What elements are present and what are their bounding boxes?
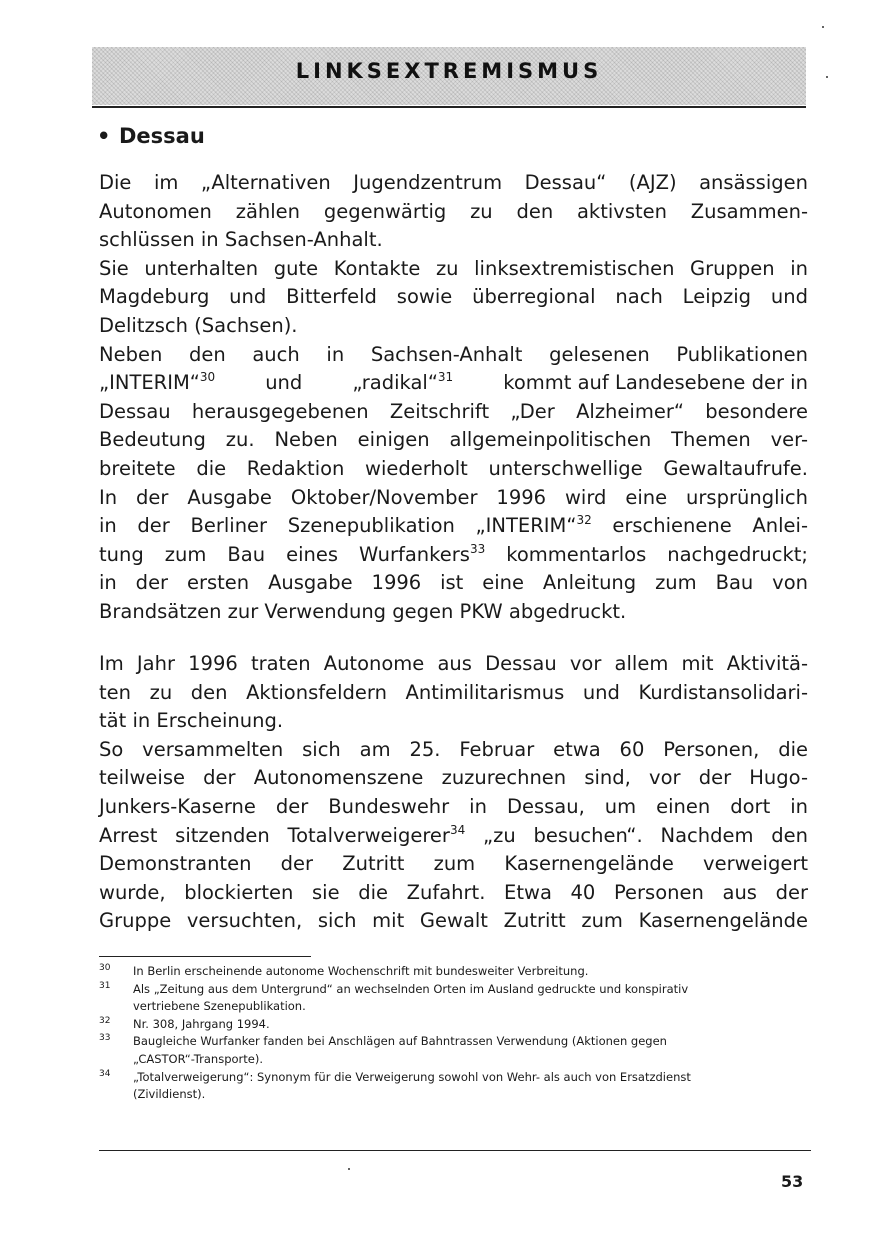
footnote-text: „CASTOR“-Transporte). [133, 1051, 263, 1066]
text-line-with-footnote [99, 512, 808, 541]
footnote-number: 30 [99, 963, 111, 973]
footnote-ref-31: 31 [437, 370, 454, 385]
footnote [99, 1069, 811, 1104]
text-fragment: in der Berliner Szenepublikation „INTERIM“ [99, 514, 577, 538]
footnote-text: Baugleiche Wurfanker fanden bei Anschlägen auf Bahntrassen Verwendung (Aktionen gegen [133, 1034, 667, 1049]
footer-divider [99, 1150, 811, 1151]
footnote-text: Als „Zeitung aus dem Untergrund“ an wechselnden Orten im Ausland gedruckte und konspirativ [133, 981, 689, 996]
footnotes [99, 963, 811, 1104]
footnote-text: Nr. 308, Jahrgang 1994. [133, 1016, 270, 1031]
footnote [99, 1033, 811, 1068]
footnote-ref-32: 32 [576, 513, 592, 528]
text-line: In der Ausgabe Oktober/November 1996 wird eine ursprünglich [99, 485, 808, 509]
text-line: Delitzsch (Sachsen). [99, 313, 298, 337]
text-fragment: und [265, 371, 303, 395]
text-line: Dessau herausgegebenen Zeitschrift „Der Alzheimer“ besondere [99, 399, 808, 423]
footnote-number: 32 [99, 1015, 111, 1026]
scan-artifact [348, 1168, 350, 1170]
text-fragment: kommentarlos nachgedruckt; [485, 542, 808, 566]
text-line: Bedeutung zu. Neben einigen allgemeinpolitischen Themen ver- [99, 428, 808, 452]
header-divider [92, 106, 806, 108]
text-line: schlüssen in Sachsen-Anhalt. [99, 228, 383, 252]
text-fragment: Arrest sitzenden Totalverweigerer [99, 823, 450, 847]
text-line: in der ersten Ausgabe 1996 ist eine Anleitung zum Bau von [99, 571, 808, 595]
footnote [99, 1016, 811, 1034]
publication-name: „INTERIM“ [99, 371, 200, 395]
footnote-ref-33: 33 [469, 541, 486, 556]
paragraph-1 [99, 169, 808, 627]
footnote-text: „Totalverweigerung“: Synonym für die Verweigerung sowohl von Wehr- als auch von Ersatzdienst [133, 1069, 691, 1084]
text-line: wurde, blockierten sie die Zufahrt. Etwa 40 Personen aus der [99, 880, 808, 904]
footnote-ref-34: 34 [449, 822, 466, 837]
text-line: Neben den auch in Sachsen-Anhalt gelesenen Publikationen [99, 342, 808, 366]
chapter-header-band [92, 47, 806, 105]
text-line: Die im „Alternativen Jugendzentrum Dessau“ (AJZ) ansässigen [99, 171, 808, 194]
text-line: Demonstranten der Zutritt zum Kasernengelände verweigert [99, 852, 808, 876]
text-line: So versammelten sich am 25. Februar etwa 60 Personen, die [99, 737, 808, 761]
footnote-text: (Zivildienst). [133, 1087, 206, 1102]
text-line: Sie unterhalten gute Kontakte zu linksextremistischen Gruppen in [99, 256, 808, 280]
footnote-text: In Berlin erscheinende autonome Wochenschrift mit bundesweiter Verbreitung. [133, 964, 589, 978]
footnote-text: vertriebene Szenepublikation. [133, 999, 306, 1014]
section-heading [97, 124, 205, 148]
footnote-number: 34 [99, 1068, 111, 1079]
text-fragment: erschienene Anlei- [591, 514, 808, 538]
text-line: Magdeburg und Bitterfeld sowie überregional nach Leipzig und [99, 285, 808, 309]
text-line-with-footnotes [99, 369, 808, 398]
footnote-ref-30: 30 [199, 370, 216, 385]
text-line: Im Jahr 1996 traten Autonome aus Dessau vor allem mit Aktivitä- [99, 652, 808, 675]
scan-artifact [826, 76, 828, 78]
text-line: teilweise der Autonomenszene zuzurechnen sind, vor der Hugo- [99, 766, 808, 790]
publication-name: „radikal“ [352, 371, 438, 395]
footnote-number: 31 [99, 980, 111, 991]
text-line: tät in Erscheinung. [99, 709, 284, 733]
text-line: ten zu den Aktionsfeldern Antimilitarismus und Kurdistansolidari- [99, 680, 808, 704]
footnote [99, 981, 811, 1016]
publication-radikal [352, 369, 453, 398]
page-number: 53 [781, 1172, 804, 1191]
text-line: Junkers-Kaserne der Bundeswehr in Dessau, um einen dort in [99, 794, 808, 818]
bullet-icon: • [97, 124, 111, 148]
section-heading-text: Dessau [119, 124, 205, 148]
text-fragment: „zu besuchen“. Nachdem den [465, 823, 808, 847]
paragraph-2 [99, 650, 808, 936]
text-line-with-footnote [99, 541, 808, 570]
text-fragment: tung zum Bau eines Wurfankers [99, 542, 470, 566]
publication-interim [99, 369, 215, 398]
footnote-divider [99, 956, 311, 957]
text-line: Autonomen zählen gegenwärtig zu den aktivsten Zusammen- [99, 199, 808, 223]
text-line: breitete die Redaktion wiederholt unterschwellige Gewaltaufrufe. [99, 456, 808, 480]
text-fragment: kommt auf Landesebene der in [503, 371, 808, 395]
text-line: Gruppe versuchten, sich mit Gewalt Zutritt zum Kasernengelände [99, 909, 808, 933]
chapter-title: LINKSEXTREMISMUS [295, 59, 603, 83]
text-line: Brandsätzen zur Verwendung gegen PKW abgedruckt. [99, 599, 627, 623]
scan-artifact [822, 26, 824, 28]
text-line-with-footnote [99, 822, 808, 851]
footnote [99, 963, 811, 981]
footnote-number: 33 [99, 1033, 111, 1044]
